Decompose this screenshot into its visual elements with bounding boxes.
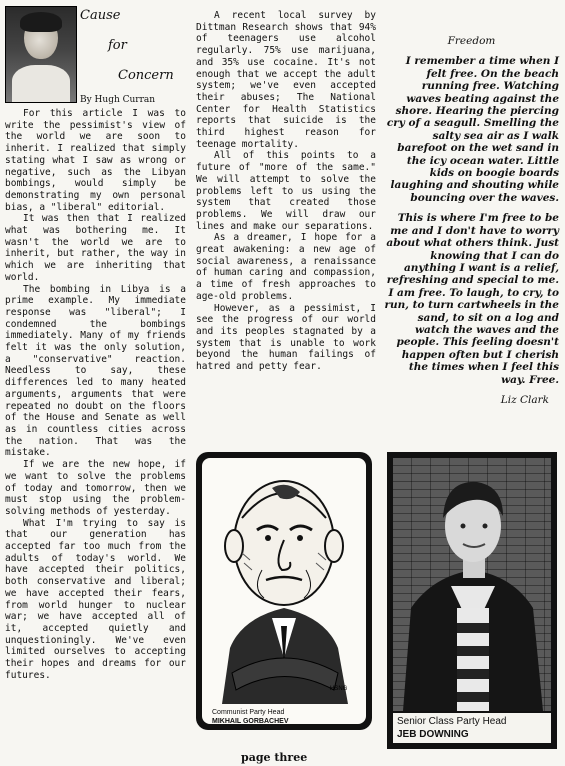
column-1-paragraph: What I'm trying to say is that our generation has accepted far too much from the adults of today's world. We have accepted their politics, both conservative and liberal; we have accepted their fears, from world hunger to nuclear war; we have accepted all of it, accepted quietly and unquestioningly. We've even limited ourselves to accepting their hopes and dreams for our futures. [5, 517, 186, 681]
column-2-paragraph: All of this points to a future of "more of the same." We will attempt to solve the problems left to us using the system that created those problems. We will draw our lines and make our separations. [196, 150, 376, 232]
article-title-line2: for [108, 38, 127, 53]
column-1-paragraph: If we are the new hope, if we want to solve the problems of today and tomorrow, then we must stop using the problem-solving methods of yesterday. [5, 459, 186, 517]
cartoon-signature: HSNG [330, 686, 348, 692]
gorbachev-cartoon [196, 452, 372, 730]
article-column-1 [5, 108, 186, 681]
column-1-paragraph: The bombing in Libya is a prime example. My immediate response was "liberal"; I condemned the bombings immediately. Many of my friends felt it was the only solution, a "conservative" reaction. Needless to say, these differences led to many heated arguments, arguments that were repeated no doubt on the floors of the House and Senate as well as in countless cities across the nation. That was the mistake. [5, 283, 186, 459]
author-photo [5, 6, 77, 103]
photo-caption-name: JEB DOWNING [397, 729, 469, 740]
cartoon-caption-name: MIKHAIL GORBACHEV [212, 718, 289, 724]
article-title-line3: Concern [118, 68, 174, 83]
photo-caption-title: Senior Class Party Head [397, 716, 507, 727]
poem-stanza-2: This is where I'm free to be me and I don't have to worry about what others think. Just knowing that I can do anything I want is a relief, refreshing and special to me. I am free. To laugh, to cry, to run, to turn cartwheels in the sand, to sit on a log and watch the waves and the people. This feeling doesn't happen often but I cherish the times when I feel this way. Free. [384, 212, 559, 386]
column-1-paragraph: It was then that I realized what was bothering me. It wasn't the world we are to inherit, but rather, the way in which we are inheriting that world. [5, 213, 186, 283]
article-column-2 [196, 10, 376, 373]
byline: By Hugh Curran [80, 95, 156, 105]
page-number: page three [241, 751, 308, 764]
column-1-paragraph: For this article I was to write the pessimist's view of the world we are soon to inherit. I realized that simply stating what I saw as wrong or negative, such as the Libyan bombings, would simply be demonstrating my own personal bias, a "liberal" editorial. [5, 108, 186, 213]
caricature-drawing [202, 458, 366, 704]
column-2-paragraph: As a dreamer, I hope for a great awakening: a new age of social awareness, a renaissance of human caring and compassion, a time of fresh approaches to age-old problems. [196, 232, 376, 302]
column-2-paragraph: However, as a pessimist, I see the progress of our world and its peoples stagnated by a system that is unable to work beyond the human failings of hatred and petty fear. [196, 302, 376, 373]
poem-author: Liz Clark [500, 393, 549, 406]
article-title-line1: Cause [80, 8, 121, 23]
poem-freedom [384, 35, 559, 414]
poem-stanza-1: I remember a time when I felt free. On the beach running free. Watching waves beating against the shore. Hearing the piercing cry of a seagull. Smelling the salty sea air as I walk barefoot on the wet sand in the icy ocean water. Little kids on boogie boards laughing and shouting while bouncing over the waves. [386, 55, 559, 204]
cartoon-caption-title: Communist Party Head [212, 709, 285, 716]
column-2-paragraph: A recent local survey by Dittman Research shows that 94% of teenagers use alcohol regularly. 75% use marijuana, and 35% use cocaine. It's not enough that we accept the adult system; we've even accepted their abuses; The National Center for Health Statistics reports that suicide is the third highest reason for teenage mortality. [196, 10, 376, 150]
poem-title: Freedom [447, 35, 496, 47]
student-photo-frame [387, 452, 557, 749]
student-photo [393, 458, 551, 711]
